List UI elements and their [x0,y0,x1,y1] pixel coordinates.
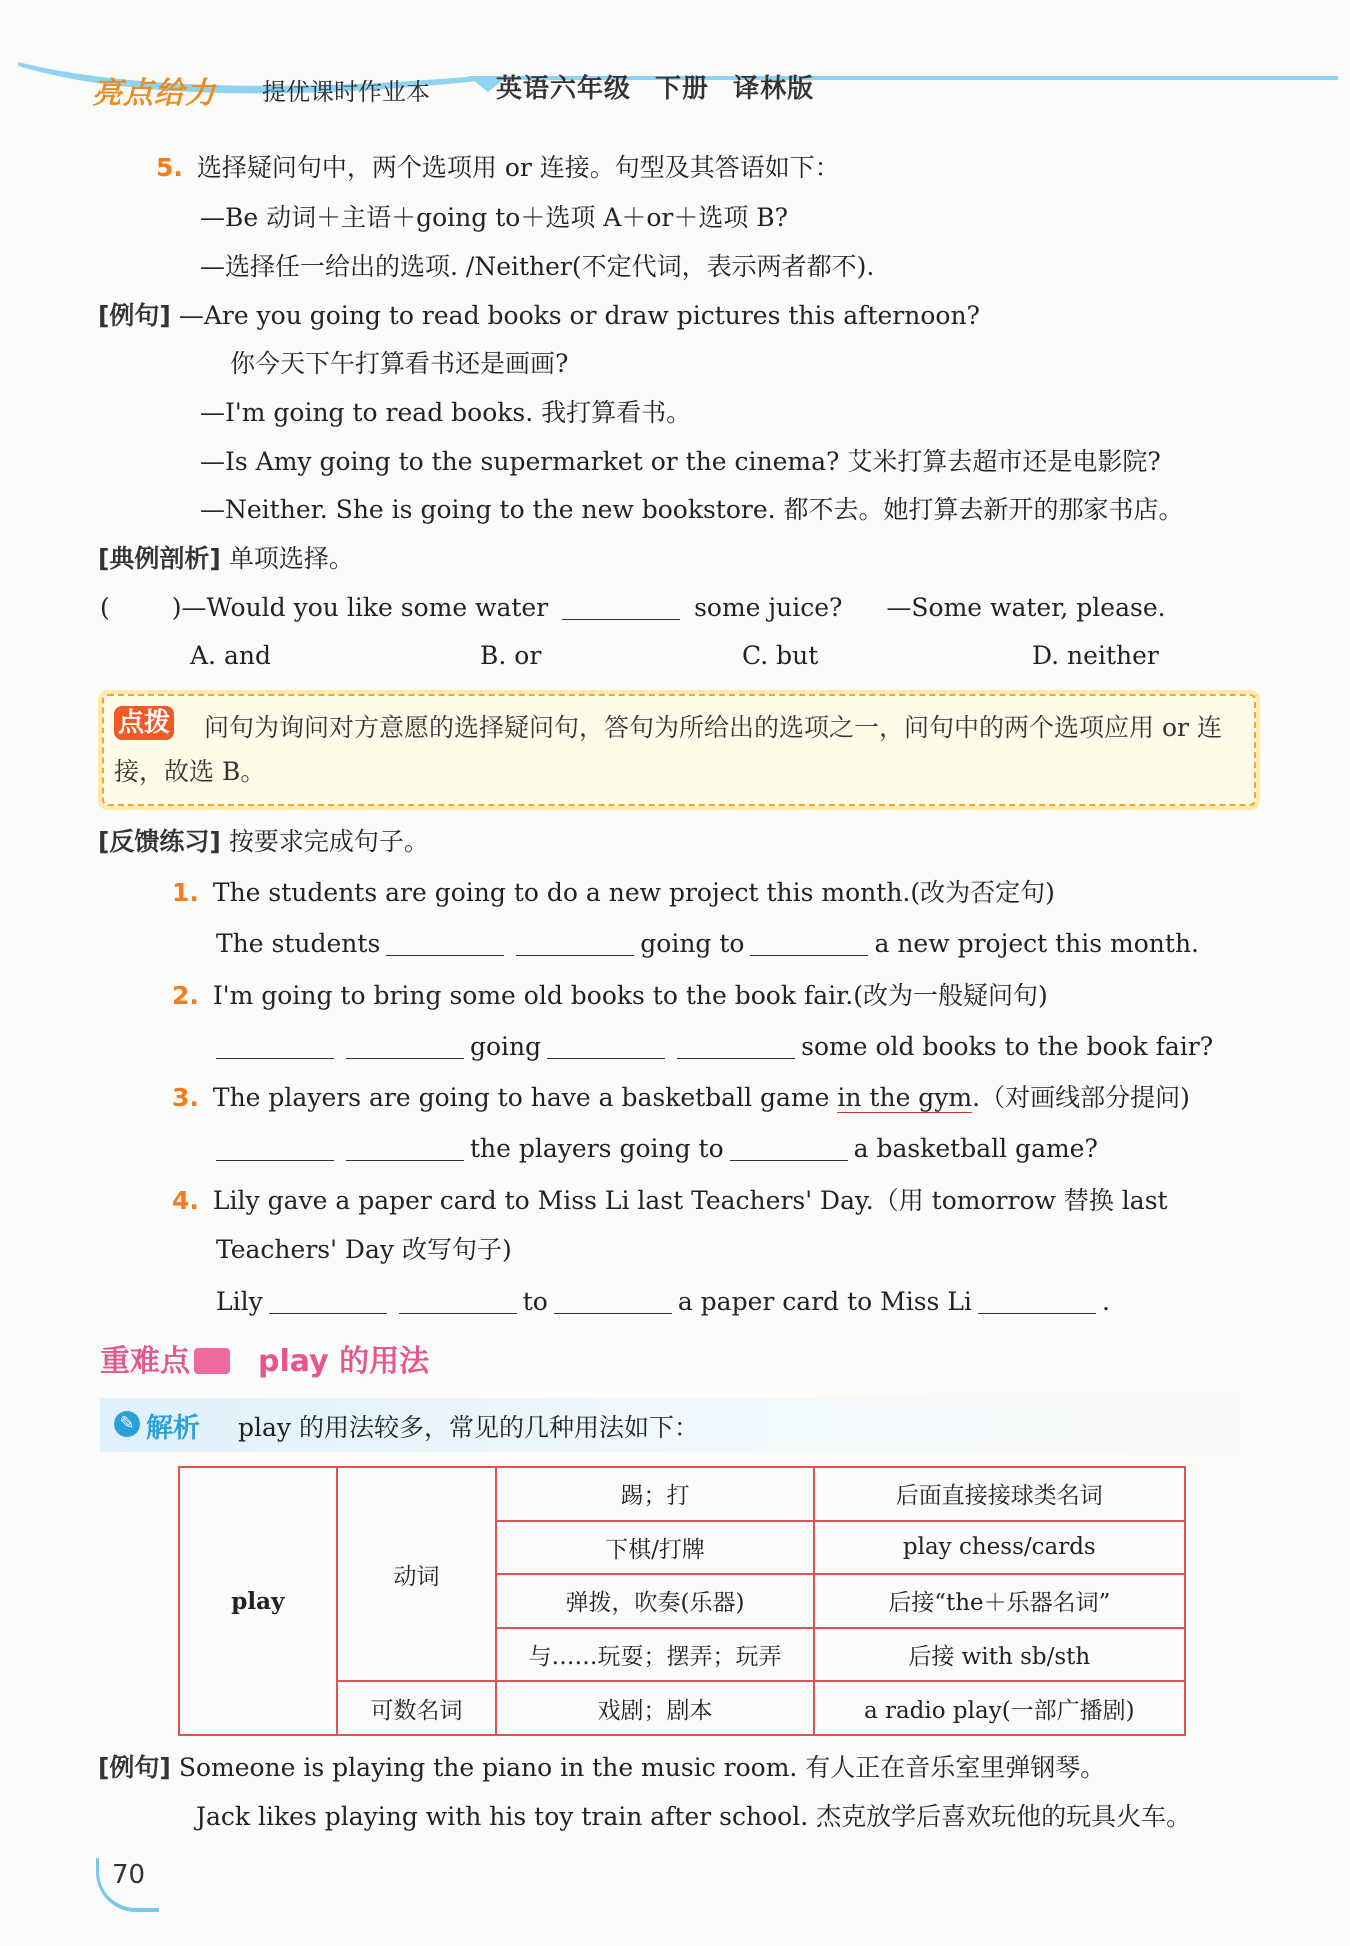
analysis-label: 解析 [146,1413,200,1444]
answer-bracket-open: ( [100,593,110,622]
pattern-2: —选择任一给出的选项. /Neither(不定代词，表示两者都不). [200,252,875,281]
header-course: 英语六年级 下册 译林版 [496,74,815,104]
meaning-cell: 与……玩耍；摆弄；玩弄 [496,1628,813,1682]
practice-item-3 [172,1082,1190,1114]
option-d: D. neither [1032,641,1159,670]
blank[interactable] [677,1034,795,1059]
blank[interactable] [547,1034,665,1059]
meaning-cell: 下棋/打牌 [496,1521,813,1575]
blank[interactable] [386,931,504,956]
item-number: 3. [172,1083,199,1112]
example-1-line-4: —Is Amy going to the supermarket or the cinema? 艾米打算去超市还是电影院? [200,447,1161,476]
blank[interactable] [269,1289,387,1314]
analysis-text: play 的用法较多，常见的几种用法如下： [238,1413,699,1442]
example-sentence: Someone is playing the piano in the music room. 有人正在音乐室里弹钢琴。 [178,1753,1106,1782]
question-answer: —Some water, please. [886,593,1166,622]
practice-item-4-cont: Teachers' Day 改写句子) [216,1235,512,1264]
blank[interactable] [216,1136,334,1161]
underlined-phrase: in the gym [837,1083,973,1112]
header-subtitle: 提优课时作业本 [262,78,430,106]
example-2-line-2: Jack likes playing with his toy train after school. 杰克放学后喜欢玩他的玩具火车。 [196,1802,1192,1831]
answer-text: going to [640,929,745,958]
hint-text: 问句为询问对方意愿的选择疑问句，答句为所给出的选项之一，问句中的两个选项应用 or 连接，故选 B。 [114,713,1222,786]
example-1-line-2: 你今天下午打算看书还是画画? [230,349,569,378]
hint-badge: 点拨 [114,706,174,740]
word-cell: play [179,1467,337,1735]
practice-item-2-answer [210,1031,1213,1063]
practice-item-4-answer [216,1286,1110,1318]
pencil-icon: ✎ [114,1411,140,1437]
point-number: 5. [156,153,183,182]
answer-text: a basketball game? [853,1134,1098,1163]
blank[interactable] [730,1136,848,1161]
typical-instruction: 单项选择。 [228,544,354,573]
meaning-cell: 踢；打 [496,1467,813,1521]
blank[interactable] [399,1289,517,1314]
answer-text: going [470,1032,542,1061]
note-cell: a radio play(一部广播剧) [814,1681,1185,1735]
blank[interactable] [516,931,634,956]
practice-item-1-answer [216,928,1199,960]
practice-tag: [反馈练习] [98,827,221,856]
table-row [179,1467,1185,1521]
option-a: A. and [190,641,271,670]
item-number: 2. [172,981,199,1010]
blank[interactable] [346,1136,464,1161]
analysis-bar [100,1398,1252,1452]
meaning-cell: 弹拨，吹奏(乐器) [496,1574,813,1628]
practice-item-3-answer [210,1133,1098,1165]
example-tag: [例句] [98,301,171,330]
answer-text: The students [216,929,381,958]
answer-bracket-close: ) [171,593,182,622]
section-prefix: 重难点 [100,1344,190,1379]
example-2-line-1 [98,1752,1105,1784]
blank[interactable] [750,931,868,956]
example-1-line-3: —I'm going to read books. 我打算看书。 [200,398,692,427]
practice-item-1 [172,877,1055,909]
blank[interactable] [216,1034,334,1059]
pos-cell-verb: 动词 [337,1467,497,1681]
option-c: C. but [742,641,819,670]
play-usage-table [178,1466,1186,1736]
answer-text: some old books to the book fair? [801,1032,1214,1061]
note-cell: 后接 with sb/sth [814,1628,1185,1682]
example-sentence: —Are you going to read books or draw pictures this afternoon? [178,301,980,330]
question-part-1: —Would you like some water [181,593,549,622]
note-cell: 后面直接接球类名词 [814,1467,1185,1521]
example-1-line-5: —Neither. She is going to the new bookstore. 都不去。她打算去新开的那家书店。 [200,495,1184,524]
option-b: B. or [480,641,542,670]
typical-question [100,592,1166,624]
item-question: Lily gave a paper card to Miss Li last Teachers' Day.（用 tomorrow 替换 last [212,1186,1168,1215]
item-number: 4. [172,1186,199,1215]
section-number-icon [194,1348,230,1374]
question-part-2: some juice? [694,593,843,622]
typical-example-heading [98,543,354,575]
note-cell: 后接“the＋乐器名词” [814,1574,1185,1628]
point-5 [156,152,840,184]
pos-cell-noun: 可数名词 [337,1681,497,1735]
answer-text: a new project this month. [874,929,1199,958]
meaning-cell: 戏剧；剧本 [496,1681,813,1735]
answer-blank[interactable] [562,595,680,620]
hint-box [102,694,1256,806]
section-title [100,1336,429,1380]
note-cell: play chess/cards [814,1521,1185,1575]
section-heading: play 的用法 [258,1344,430,1379]
blank[interactable] [554,1289,672,1314]
answer-text: to [522,1287,548,1316]
blank[interactable] [346,1034,464,1059]
example-1-line-1 [98,300,980,332]
item-question: The players are going to have a basketball game [212,1083,838,1112]
answer-text: the players going to [470,1134,724,1163]
item-instruction: .（对画线部分提问) [972,1083,1190,1112]
blank[interactable] [978,1289,1096,1314]
practice-heading [98,826,429,858]
practice-item-2 [172,980,1048,1012]
answer-text: a paper card to Miss Li [677,1287,972,1316]
answer-text: . [1101,1287,1110,1316]
answer-text: Lily [216,1287,263,1316]
header-brand: 亮点给力 [92,76,216,111]
item-question: The students are going to do a new project this month.(改为否定句) [212,878,1055,907]
practice-item-4 [172,1185,1168,1217]
item-question: I'm going to bring some old books to the book fair.(改为一般疑问句) [212,981,1048,1010]
point-text: 选择疑问句中，两个选项用 or 连接。句型及其答语如下： [196,153,840,182]
item-number: 1. [172,878,199,907]
page-number: 70 [112,1860,146,1890]
example-tag: [例句] [98,1753,171,1782]
pattern-1: —Be 动词＋主语＋going to＋选项 A＋or＋选项 B? [200,203,789,232]
practice-instruction: 按要求完成句子。 [228,827,429,856]
typical-tag: [典例剖析] [98,544,221,573]
